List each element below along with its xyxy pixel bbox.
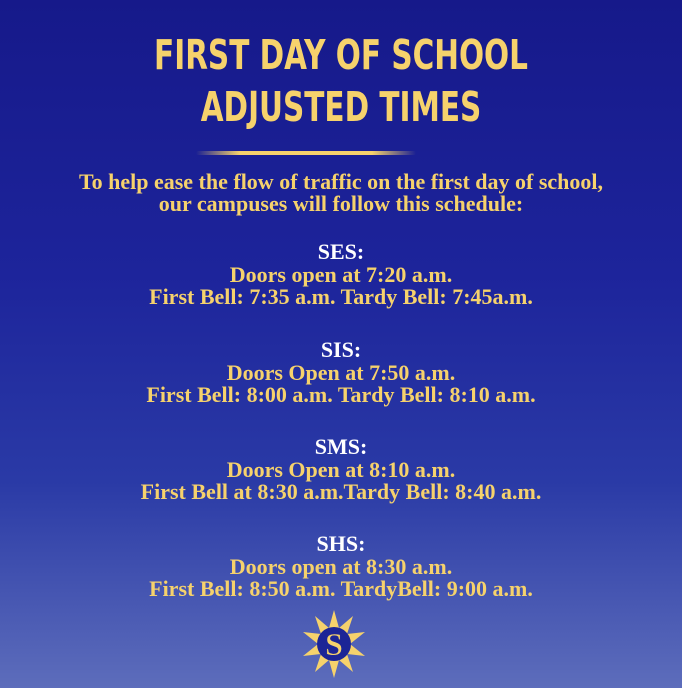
intro-line-2: our campuses will follow this schedule: — [158, 191, 524, 216]
doors-open-ses: Doors open at 7:20 a.m. — [229, 262, 453, 287]
title-underline — [196, 151, 416, 155]
bell-times-shs: First Bell: 8:50 a.m. TardyBell: 9:00 a.m. — [149, 576, 533, 601]
bell-times-ses: First Bell: 7:35 a.m. Tardy Bell: 7:45a.m. — [149, 284, 533, 309]
bell-times-sms: First Bell at 8:30 a.m.Tardy Bell: 8:40 a.m. — [140, 479, 542, 504]
schedule-sms — [0, 435, 682, 503]
logo-letter: S — [325, 626, 343, 662]
title-line-1: FIRST DAY OF SCHOOL — [154, 31, 528, 79]
schedule-sis — [0, 338, 682, 406]
school-star-s-logo-icon — [301, 608, 367, 680]
campus-name-shs: SHS: — [316, 531, 366, 556]
doors-open-sms: Doors Open at 8:10 a.m. — [226, 457, 456, 482]
campus-name-ses: SES: — [317, 239, 365, 264]
schedule-ses — [0, 240, 682, 308]
campus-name-sis: SIS: — [320, 337, 362, 362]
schedule-shs — [0, 532, 682, 600]
bell-times-sis: First Bell: 8:00 a.m. Tardy Bell: 8:10 a.m. — [146, 382, 536, 407]
doors-open-shs: Doors open at 8:30 a.m. — [229, 554, 453, 579]
title-line-2: ADJUSTED TIMES — [200, 83, 482, 131]
campus-name-sms: SMS: — [314, 434, 368, 459]
doors-open-sis: Doors Open at 7:50 a.m. — [226, 360, 456, 385]
intro-line-1: To help ease the flow of traffic on the first day of school, — [78, 169, 604, 194]
